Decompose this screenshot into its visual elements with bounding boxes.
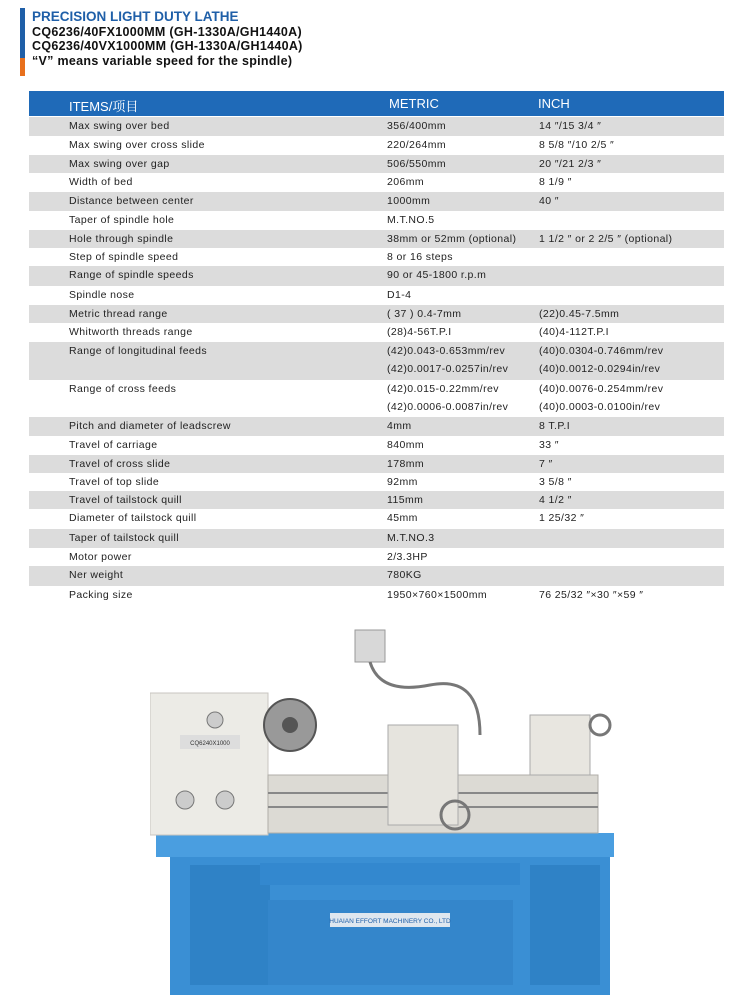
table-row xyxy=(29,586,724,605)
table-row xyxy=(29,380,724,417)
table-row xyxy=(29,136,724,155)
spec-item: Width of bed xyxy=(69,176,133,188)
spec-item: Packing size xyxy=(69,589,133,601)
spec-item: Range of spindle speeds xyxy=(69,269,194,281)
spec-item: Max swing over bed xyxy=(69,120,170,132)
table-row xyxy=(29,173,724,192)
spec-header xyxy=(20,8,303,69)
spec-metric: 178mm xyxy=(387,458,425,470)
spec-inch: 1 25/32 ″ xyxy=(539,512,585,524)
company-plate-text: HUAIAN EFFORT MACHINERY CO., LTD xyxy=(329,918,451,925)
table-body xyxy=(29,117,724,605)
spec-item: Hole through spindle xyxy=(69,233,174,245)
header-accent-bar xyxy=(20,8,25,58)
spec-inch: (40)0.0076-0.254mm/rev xyxy=(539,383,664,395)
spec-metric: (42)0.015-0.22mm/rev xyxy=(387,383,499,395)
spec-inch-imperial: (40)0.0003-0.0100in/rev xyxy=(539,401,661,413)
spec-inch: 8 1/9 ″ xyxy=(539,176,572,188)
spec-item: Taper of tailstock quill xyxy=(69,532,179,544)
drawer xyxy=(260,863,520,885)
table-row xyxy=(29,491,724,509)
spec-metric: ( 37 ) 0.4-7mm xyxy=(387,308,462,320)
header-metric: METRIC xyxy=(389,96,439,111)
spec-inch: 8 T.P.I xyxy=(539,420,571,432)
spec-inch: 76 25/32 ″×30 ″×59 ″ xyxy=(539,589,644,601)
spec-inch: 33 ″ xyxy=(539,439,559,451)
table-row xyxy=(29,529,724,548)
table-row xyxy=(29,473,724,491)
spec-inch: 4 1/2 ″ xyxy=(539,494,572,506)
spec-metric: 220/264mm xyxy=(387,139,447,151)
spec-item: Step of spindle speed xyxy=(69,251,179,263)
spec-metric: 2/3.3HP xyxy=(387,551,428,563)
spec-metric: 90 or 45-1800 r.p.m xyxy=(387,269,487,281)
spec-metric: 115mm xyxy=(387,494,424,506)
spec-item: Range of cross feeds xyxy=(69,383,177,395)
speed-knob xyxy=(207,712,223,728)
spec-item: Whitworth threads range xyxy=(69,326,193,338)
table-row xyxy=(29,305,724,323)
spec-metric: M.T.NO.5 xyxy=(387,214,435,226)
spec-item: Pitch and diameter of leadscrew xyxy=(69,420,231,432)
spec-item: Motor power xyxy=(69,551,132,563)
spec-item: Max swing over gap xyxy=(69,158,170,170)
spec-item: Travel of carriage xyxy=(69,439,158,451)
table-header xyxy=(29,91,724,117)
spec-item: Travel of tailstock quill xyxy=(69,494,182,506)
spec-metric: 8 or 16 steps xyxy=(387,251,453,263)
spec-inch: 3 5/8 ″ xyxy=(539,476,572,488)
coolant-hose xyxy=(370,662,480,735)
carriage xyxy=(388,725,458,825)
thread-knob xyxy=(216,791,234,809)
table-row xyxy=(29,211,724,230)
spec-metric: 92mm xyxy=(387,476,418,488)
page-title: PRECISION LIGHT DUTY LATHE xyxy=(32,9,239,24)
center-panel xyxy=(268,900,513,985)
spec-metric: 840mm xyxy=(387,439,425,451)
right-cabinet xyxy=(530,865,600,985)
table-row xyxy=(29,342,724,380)
spec-inch: (40)0.0304-0.746mm/rev xyxy=(539,345,664,357)
spec-item: Travel of top slide xyxy=(69,476,160,488)
spec-item: Range of longitudinal feeds xyxy=(69,345,208,357)
spec-metric: 356/400mm xyxy=(387,120,447,132)
spec-inch: 8 5/8 ″/10 2/5 ″ xyxy=(539,139,615,151)
tailstock-handwheel xyxy=(590,715,610,735)
spec-metric: 38mm or 52mm (optional) xyxy=(387,233,517,245)
spec-metric: 1000mm xyxy=(387,195,431,207)
spec-metric: 1950×760×1500mm xyxy=(387,589,487,601)
table-row xyxy=(29,566,724,586)
table-row xyxy=(29,230,724,248)
spec-item: Distance between center xyxy=(69,195,194,207)
spec-item: Travel of cross slide xyxy=(69,458,171,470)
spec-item: Ner weight xyxy=(69,569,124,581)
spec-inch: 14 ″/15 3/4 ″ xyxy=(539,120,602,132)
spec-item: Metric thread range xyxy=(69,308,168,320)
table-row xyxy=(29,323,724,342)
headstock-model-label: CQ6240X1000 xyxy=(190,741,230,747)
table-row xyxy=(29,117,724,136)
table-row xyxy=(29,509,724,529)
header-items: ITEMS/项目 xyxy=(69,99,139,114)
spec-metric: M.T.NO.3 xyxy=(387,532,435,544)
spec-metric-imperial: (42)0.0006-0.0087in/rev xyxy=(387,401,509,413)
left-cabinet xyxy=(190,865,270,985)
table-row xyxy=(29,266,724,286)
feed-knob xyxy=(176,791,194,809)
header-inch: INCH xyxy=(538,96,570,111)
spec-metric: 45mm xyxy=(387,512,418,524)
spec-inch-imperial: (40)0.0012-0.0294in/rev xyxy=(539,363,661,375)
spec-metric: (42)0.043-0.653mm/rev xyxy=(387,345,506,357)
spec-item: Taper of spindle hole xyxy=(69,214,175,226)
spec-inch: 20 ″/21 2/3 ″ xyxy=(539,158,602,170)
spec-metric: 780KG xyxy=(387,569,422,581)
table-row xyxy=(29,155,724,173)
table-row xyxy=(29,286,724,305)
spec-inch: 1 1/2 ″ or 2 2/5 ″ (optional) xyxy=(539,233,673,245)
header-orange-bar xyxy=(20,58,25,76)
table-row xyxy=(29,455,724,473)
tailstock xyxy=(530,715,590,775)
work-lamp xyxy=(355,630,385,662)
table-row xyxy=(29,248,724,266)
spec-metric: 206mm xyxy=(387,176,425,188)
table-row xyxy=(29,436,724,455)
variable-speed-note: “V” means variable speed for the spindle) xyxy=(32,54,293,68)
spec-metric: D1-4 xyxy=(387,289,412,301)
spec-metric: 4mm xyxy=(387,420,412,432)
chuck-center xyxy=(282,717,298,733)
spec-table xyxy=(29,91,724,605)
model-line-vx: CQ6236/40VX1000MM (GH-1330A/GH1440A) xyxy=(32,39,303,53)
spec-item: Max swing over cross slide xyxy=(69,139,205,151)
spec-inch: (40)4-112T.P.I xyxy=(539,326,609,338)
table-row xyxy=(29,192,724,211)
spec-inch: 40 ″ xyxy=(539,195,559,207)
spec-metric-imperial: (42)0.0017-0.0257in/rev xyxy=(387,363,509,375)
spec-inch: 7 ″ xyxy=(539,458,553,470)
spec-metric: 506/550mm xyxy=(387,158,447,170)
spec-metric: (28)4-56T.P.I xyxy=(387,326,452,338)
table-row xyxy=(29,548,724,566)
spec-inch: (22)0.45-7.5mm xyxy=(539,308,620,320)
model-line-fx: CQ6236/40FX1000MM (GH-1330A/GH1440A) xyxy=(32,25,302,39)
spec-item: Spindle nose xyxy=(69,289,135,301)
table-row xyxy=(29,417,724,436)
chip-tray xyxy=(156,833,614,857)
lathe-photo xyxy=(150,625,620,1003)
spec-item: Diameter of tailstock quill xyxy=(69,512,197,524)
